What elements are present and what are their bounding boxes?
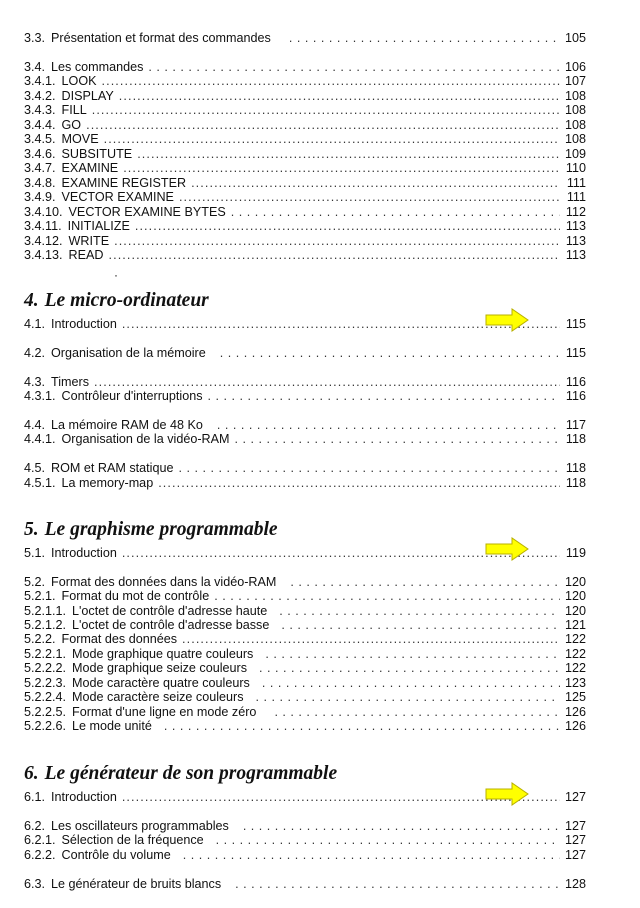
dot-leader [114, 234, 560, 248]
entry-page: 116 [565, 375, 586, 389]
toc-entry [24, 705, 586, 719]
entry-number: 5.2.2. [24, 632, 56, 646]
dot-leader [262, 676, 560, 690]
dot-leader [289, 31, 560, 45]
toc-entry [24, 118, 586, 132]
entry-page: 117 [565, 418, 586, 432]
entry-number: 5.2.2.5. [24, 705, 67, 719]
entry-number: 4.4. [24, 418, 46, 432]
entry-title: READ [68, 248, 104, 262]
dot-leader [179, 190, 560, 204]
toc-entry [24, 89, 586, 103]
entry-title: Introduction [51, 317, 117, 331]
toc-entry [24, 346, 586, 360]
dot-leader [119, 89, 560, 103]
yellow-arrow-icon [484, 308, 530, 332]
toc-entry [24, 661, 586, 675]
toc-entry [24, 31, 586, 45]
entry-number: 5.2.1.1. [24, 604, 67, 618]
entry-title: Mode caractère seize couleurs [72, 690, 244, 704]
chapter-title: Le générateur de son programmable [44, 763, 338, 784]
dot-leader [86, 118, 560, 132]
chapter-heading [24, 763, 337, 785]
entry-page: 109 [564, 147, 586, 161]
chapter-heading [24, 290, 209, 312]
entry-title: La mémoire RAM de 48 Ko [51, 418, 203, 432]
entry-title: Présentation et format des commandes [51, 31, 271, 45]
entry-number: 3.4.8. [24, 176, 56, 190]
entry-page: 118 [565, 476, 586, 490]
toc-entry [24, 618, 586, 632]
dot-leader [279, 604, 560, 618]
yellow-arrow-icon [484, 537, 530, 561]
entry-title: Introduction [51, 790, 117, 804]
toc-entry [24, 833, 586, 847]
dot-leader [135, 219, 560, 233]
dot-leader [123, 161, 560, 175]
dot-leader [274, 705, 560, 719]
entry-title: EXAMINE REGISTER [61, 176, 187, 190]
entry-number: 4.1. [24, 317, 46, 331]
entry-number: 4.2. [24, 346, 46, 360]
entry-number: 6.2.1. [24, 833, 56, 847]
entry-number: 5.2.2.6. [24, 719, 67, 733]
toc-entry [24, 176, 586, 190]
entry-page: 107 [564, 74, 586, 88]
entry-number: 5.1. [24, 546, 46, 560]
dot-leader [148, 60, 560, 74]
entry-title: ROM et RAM statique [51, 461, 174, 475]
dot-leader [235, 432, 560, 446]
entry-page: 128 [564, 877, 586, 891]
entry-title: Les oscillateurs programmables [51, 819, 229, 833]
entry-title: Contrôle du volume [61, 848, 171, 862]
dot-leader [179, 461, 561, 475]
chapter-title: Le graphisme programmable [44, 519, 278, 540]
entry-page: 108 [564, 89, 586, 103]
entry-title: Le générateur de bruits blancs [51, 877, 222, 891]
entry-title: Timers [51, 375, 90, 389]
entry-number: 3.4. [24, 60, 46, 74]
entry-number: 4.4.1. [24, 432, 56, 446]
entry-number: 3.4.10. [24, 205, 63, 219]
chapter-number: 5. [24, 519, 39, 540]
dot-leader [243, 819, 560, 833]
entry-page: 113 [565, 234, 586, 248]
entry-page: 120 [564, 589, 586, 603]
entry-page: 108 [564, 103, 586, 117]
entry-page: 127 [564, 848, 586, 862]
entry-page: 127 [564, 833, 586, 847]
toc-entry [24, 632, 586, 646]
chapter-number: 4. [24, 290, 39, 311]
entry-number: 3.4.13. [24, 248, 63, 262]
toc-entry [24, 719, 586, 733]
entry-title: Organisation de la vidéo-RAM [61, 432, 230, 446]
entry-page: 120 [564, 604, 586, 618]
dot-leader [137, 147, 560, 161]
toc-entry [24, 604, 586, 618]
entry-number: 4.3. [24, 375, 46, 389]
entry-number: 3.4.4. [24, 118, 56, 132]
entry-number: 4.3.1. [24, 389, 56, 403]
toc-entry [24, 190, 586, 204]
toc-entry [24, 589, 586, 603]
entry-page: 108 [564, 118, 586, 132]
toc-entry [24, 432, 586, 446]
dot-leader [158, 476, 560, 490]
dot-leader [214, 589, 560, 603]
entry-title: Format du mot de contrôle [61, 589, 210, 603]
entry-page: 119 [565, 546, 586, 560]
toc-entry [24, 877, 586, 891]
entry-number: 5.2.2.2. [24, 661, 67, 675]
entry-title: VECTOR EXAMINE BYTES [68, 205, 226, 219]
toc-entry [24, 219, 586, 233]
entry-page: 123 [564, 676, 586, 690]
entry-number: 5.2.1. [24, 589, 56, 603]
entry-number: 3.4.11. [24, 219, 62, 233]
entry-page: 111 [566, 176, 586, 190]
entry-number: 3.4.6. [24, 147, 56, 161]
entry-page: 118 [565, 461, 586, 475]
toc-entry [24, 103, 586, 117]
stray-dot: · [114, 268, 118, 282]
entry-title: Les commandes [51, 60, 144, 74]
dot-leader [182, 632, 560, 646]
dot-leader [220, 346, 560, 360]
dot-leader [104, 132, 560, 146]
entry-number: 3.4.5. [24, 132, 56, 146]
yellow-arrow-icon [484, 782, 530, 806]
entry-title: L'octet de contrôle d'adresse basse [72, 618, 270, 632]
entry-title: Sélection de la fréquence [61, 833, 204, 847]
entry-page: 118 [565, 432, 586, 446]
toc-entry [24, 676, 586, 690]
entry-title: Format des données dans la vidéo-RAM [51, 575, 277, 589]
entry-number: 6.2.2. [24, 848, 56, 862]
entry-title: Contrôleur d'interruptions [61, 389, 203, 403]
entry-title: Format d'une ligne en mode zéro [72, 705, 257, 719]
entry-number: 3.4.2. [24, 89, 56, 103]
toc-entry [24, 647, 586, 661]
entry-number: 6.2. [24, 819, 46, 833]
entry-title: Mode caractère quatre couleurs [72, 676, 250, 690]
entry-title: DISPLAY [61, 89, 114, 103]
toc-entry [24, 147, 586, 161]
toc-entry [24, 74, 586, 88]
entry-number: 3.4.3. [24, 103, 56, 117]
toc-entry [24, 389, 586, 403]
dot-leader [281, 618, 560, 632]
entry-page: 105 [564, 31, 586, 45]
entry-number: 3.4.9. [24, 190, 56, 204]
dot-leader [183, 848, 560, 862]
dot-leader [109, 248, 560, 262]
toc-entry [24, 418, 586, 432]
entry-number: 5.2.2.3. [24, 676, 67, 690]
toc-entry [24, 60, 586, 74]
entry-page: 115 [565, 317, 586, 331]
entry-page: 121 [564, 618, 586, 632]
entry-page: 125 [564, 690, 586, 704]
dot-leader [290, 575, 560, 589]
toc-entry [24, 234, 586, 248]
entry-page: 127 [564, 819, 586, 833]
dot-leader [265, 647, 560, 661]
entry-title: Organisation de la mémoire [51, 346, 206, 360]
entry-page: 111 [566, 190, 586, 204]
dot-leader [259, 661, 560, 675]
entry-title: GO [61, 118, 82, 132]
entry-page: 115 [565, 346, 586, 360]
chapter-heading [24, 519, 278, 541]
entry-title: La memory-map [61, 476, 154, 490]
entry-number: 6.1. [24, 790, 46, 804]
dot-leader [94, 375, 560, 389]
entry-title: VECTOR EXAMINE [61, 190, 174, 204]
entry-number: 6.3. [24, 877, 46, 891]
dot-leader [191, 176, 560, 190]
entry-page: 112 [565, 205, 586, 219]
entry-page: 122 [564, 632, 586, 646]
dot-leader [102, 74, 560, 88]
toc-entry [24, 205, 586, 219]
entry-page: 122 [564, 661, 586, 675]
entry-number: 5.2.2.1. [24, 647, 67, 661]
toc-entry [24, 476, 586, 490]
entry-title: SUBSITUTE [61, 147, 133, 161]
entry-page: 116 [565, 389, 586, 403]
entry-number: 3.4.7. [24, 161, 56, 175]
dot-leader [216, 833, 560, 847]
entry-number: 3.4.12. [24, 234, 63, 248]
entry-page: 113 [565, 248, 586, 262]
toc-entry [24, 132, 586, 146]
entry-title: Le mode unité [72, 719, 152, 733]
dot-leader [256, 690, 560, 704]
entry-page: 127 [564, 790, 586, 804]
entry-title: Mode graphique seize couleurs [72, 661, 248, 675]
entry-number: 5.2.2.4. [24, 690, 67, 704]
entry-title: WRITE [68, 234, 110, 248]
entry-title: MOVE [61, 132, 99, 146]
entry-page: 126 [564, 705, 586, 719]
entry-title: INITIALIZE [67, 219, 130, 233]
entry-title: Mode graphique quatre couleurs [72, 647, 254, 661]
chapter-number: 6. [24, 763, 39, 784]
toc-entry [24, 575, 586, 589]
dot-leader [235, 877, 560, 891]
entry-number: 5.2. [24, 575, 46, 589]
entry-number: 4.5.1. [24, 476, 56, 490]
toc-entry [24, 161, 586, 175]
entry-page: 122 [564, 647, 586, 661]
entry-title: LOOK [61, 74, 97, 88]
toc-entry [24, 248, 586, 262]
entry-title: Introduction [51, 546, 117, 560]
entry-number: 3.3. [24, 31, 46, 45]
dot-leader [217, 418, 560, 432]
entry-page: 113 [565, 219, 586, 233]
toc-entry [24, 375, 586, 389]
entry-page: 120 [564, 575, 586, 589]
entry-title: Format des données [61, 632, 178, 646]
dot-leader [92, 103, 560, 117]
dot-leader [208, 389, 560, 403]
entry-title: L'octet de contrôle d'adresse haute [72, 604, 268, 618]
entry-number: 3.4.1. [24, 74, 56, 88]
chapter-title: Le micro-ordinateur [44, 290, 209, 311]
entry-page: 126 [564, 719, 586, 733]
toc-entry [24, 819, 586, 833]
entry-number: 4.5. [24, 461, 46, 475]
entry-page: 110 [565, 161, 586, 175]
entry-page: 108 [564, 132, 586, 146]
toc-entry [24, 461, 586, 475]
dot-leader [231, 205, 560, 219]
toc-entry [24, 848, 586, 862]
dot-leader [164, 719, 560, 733]
toc-entry [24, 690, 586, 704]
entry-number: 5.2.1.2. [24, 618, 67, 632]
entry-title: FILL [61, 103, 87, 117]
entry-page: 106 [564, 60, 586, 74]
entry-title: EXAMINE [61, 161, 119, 175]
